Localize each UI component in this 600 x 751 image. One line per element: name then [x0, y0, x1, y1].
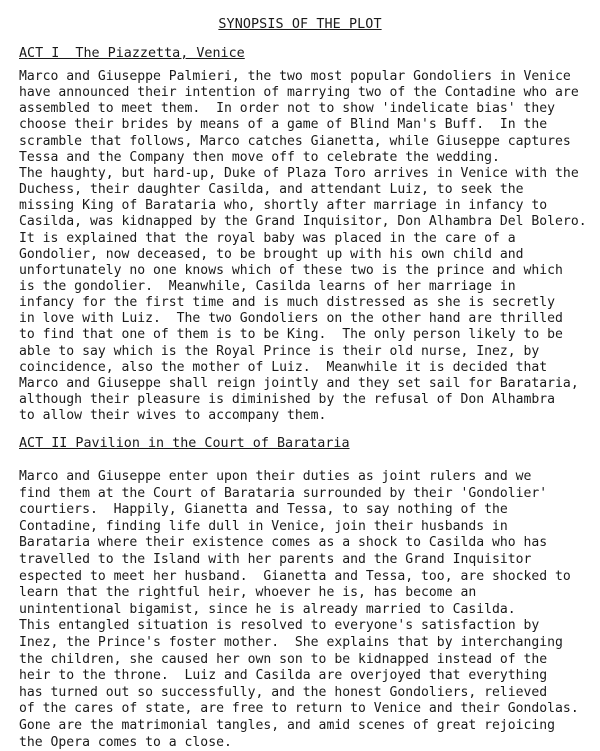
text-line: Tessa and the Company then move off to celebrate the wedding. [19, 149, 500, 165]
text-line: This entangled situation is resolved to everyone's satisfaction by [19, 618, 540, 634]
text-line: the Opera comes to a close. [19, 734, 232, 750]
text-line: to allow their wives to accompany them. [19, 408, 327, 424]
text-line: It is explained that the royal baby was placed in the care of a [19, 230, 516, 246]
text-line: has turned out so successfully, and the honest Gondoliers, relieved [19, 684, 548, 700]
text-line: travelled to the Island with her parents and the Grand Inquisitor [19, 552, 532, 567]
text-line: is the gondolier. Meanwhile, Casilda learns of her marriage in [19, 278, 516, 294]
text-line: Contadine, finding life dull in Venice, join their husbands in [19, 518, 508, 534]
text-line: learn that the rightful heir, whoever he is, has become an [19, 585, 477, 601]
text-line: assembled to meet them. In order not to show 'indelicate bias' they [19, 101, 556, 117]
text-line: Barataria where their existence comes as a shock to Casilda who has [19, 535, 548, 551]
text-line: of the cares of state, are free to return to Venice and their Gondolas. [19, 701, 579, 717]
text-line: Marco and Giuseppe Palmieri, the two most popular Gondoliers in Venice [19, 69, 571, 84]
text-line: Casilda, was kidnapped by the Grand Inquisitor, Don Alhambra Del Bolero. [19, 214, 587, 230]
page-title: SYNOPSIS OF THE PLOT [218, 17, 382, 32]
text-line: although their pleasure is diminished by the refusal of Don Alhambra [19, 392, 556, 407]
text-line: Duchess, their daughter Casilda, and attendant Luiz, to seek the [19, 182, 524, 198]
text-line: Gondolier, now deceased, to be brought up with his own child and [19, 246, 524, 262]
text-line: missing King of Barataria who, shortly after marriage in infancy to [19, 198, 548, 214]
text-line: find them at the Court of Barataria surrounded by their 'Gondolier' [19, 485, 548, 501]
act1-heading: ACT I The Piazzetta, Venice [19, 46, 245, 61]
text-line: the children, she caused her own son to be kidnapped instead of the [19, 651, 548, 667]
text-line: Marco and Giuseppe shall reign jointly and they set sail for Barataria, [19, 375, 579, 391]
text-line: Marco and Giuseppe enter upon their duties as joint rulers and we [19, 469, 532, 484]
act2-heading: ACT II Pavilion in the Court of Barataria [19, 436, 350, 451]
text-line: scramble that follows, Marco catches Gianetta, while Giuseppe captures [19, 133, 571, 149]
text-line: able to say which is the Royal Prince is their old nurse, Inez, by [19, 343, 540, 359]
text-line: The haughty, but hard-up, Duke of Plaza Toro arrives in Venice with the [19, 165, 579, 181]
text-line: Inez, the Prince's foster mother. She explains that by interchanging [19, 635, 563, 650]
text-line: espected to meet her husband. Gianetta and Tessa, too, are shocked to [19, 568, 571, 584]
text-line: heir to the throne. Luiz and Casilda are overjoyed that everything [19, 668, 548, 684]
text-line: unfortunately no one knows which of these two is the prince and which [19, 262, 563, 278]
text-line: infancy for the first time and is much distressed as she is secretly [19, 295, 556, 311]
text-line: have announced their intention of marrying two of the Contadine who are [19, 85, 579, 101]
text-line: Gone are the matrimonial tangles, and amid scenes of great rejoicing [19, 718, 556, 733]
text-line: to find that one of them is to be King. The only person likely to be [19, 327, 563, 343]
text-line: courtiers. Happily, Gianetta and Tessa, to say nothing of the [19, 502, 508, 518]
text-line: coincidence, also the mother of Luiz. Meanwhile it is decided that [19, 359, 548, 375]
text-line: unintentional bigamist, since he is already married to Casilda. [19, 601, 516, 617]
text-line: choose their brides by means of a game of Blind Man's Buff. In the [19, 117, 548, 133]
text-line: in love with Luiz. The two Gondoliers on the other hand are thrilled [19, 311, 563, 327]
